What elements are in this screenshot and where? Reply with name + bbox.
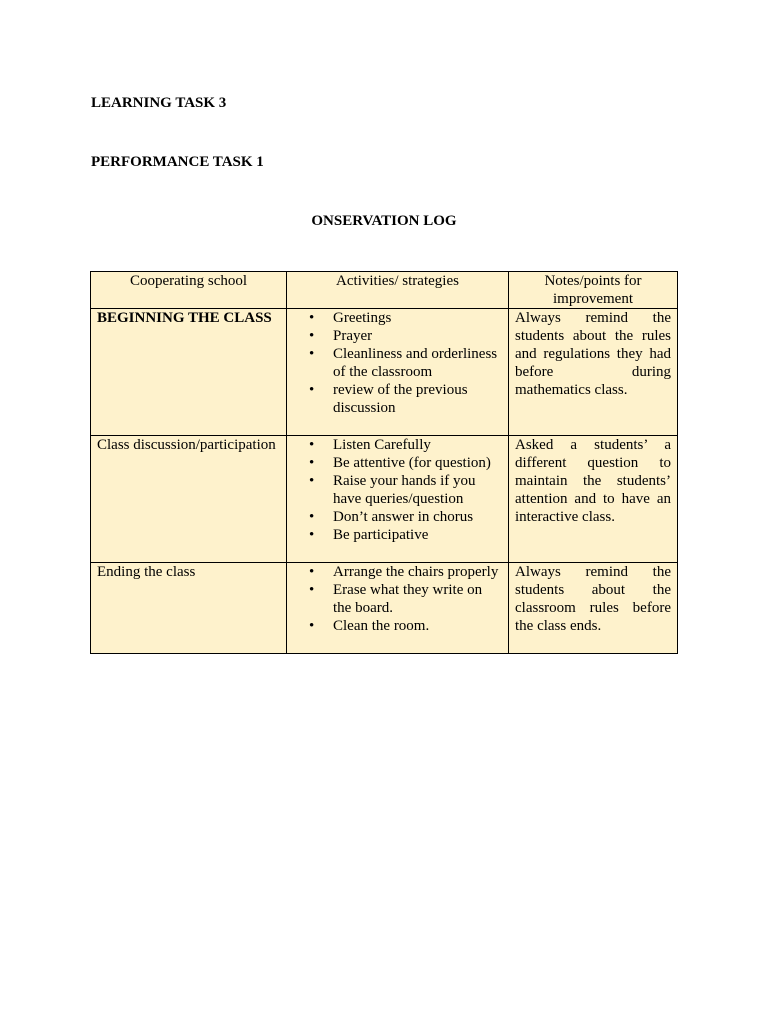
activities-list	[293, 309, 502, 417]
learning-task-heading: LEARNING TASK 3	[91, 95, 227, 111]
notes-cell: Asked a students’ a different question to maintain the students’ attention and to have an interactive class.	[509, 436, 678, 563]
list-item: • Cleanliness and orderliness of the classroom	[333, 345, 502, 381]
notes-cell: Always remind the students about the classroom rules before the class ends.	[509, 563, 678, 654]
stage-cell: BEGINNING THE CLASS	[91, 309, 287, 436]
performance-task-heading: PERFORMANCE TASK 1	[91, 154, 264, 170]
column-header-activities: Activities/ strategies	[287, 272, 509, 309]
notes-cell: Always remind the students about the rules and regulations they had before during mathematics class.	[509, 309, 678, 436]
table-header-row	[91, 272, 678, 309]
list-item: • Prayer	[333, 327, 502, 345]
observation-log-table	[90, 271, 678, 654]
column-header-cooperating-school: Cooperating school	[91, 272, 287, 309]
list-item: • Clean the room.	[333, 617, 502, 635]
activities-cell	[287, 309, 509, 436]
activities-list	[293, 436, 502, 544]
list-item: • Erase what they write on the board.	[333, 581, 502, 617]
list-item: • Listen Carefully	[333, 436, 502, 454]
list-item: • Raise your hands if you have queries/question	[333, 472, 502, 508]
list-item: • Be participative	[333, 526, 502, 544]
observation-log-title: ONSERVATION LOG	[311, 213, 457, 229]
table-row	[91, 563, 678, 654]
activities-cell	[287, 436, 509, 563]
table-row	[91, 309, 678, 436]
stage-cell: Ending the class	[91, 563, 287, 654]
activities-list	[293, 563, 502, 635]
list-item: • Be attentive (for question)	[333, 454, 502, 472]
activities-cell	[287, 563, 509, 654]
stage-cell: Class discussion/participation	[91, 436, 287, 563]
column-header-notes: Notes/points for improvement	[509, 272, 678, 309]
list-item: • Greetings	[333, 309, 502, 327]
list-item: • Don’t answer in chorus	[333, 508, 502, 526]
table-row	[91, 436, 678, 563]
list-item: • Arrange the chairs properly	[333, 563, 502, 581]
list-item: • review of the previous discussion	[333, 381, 502, 417]
